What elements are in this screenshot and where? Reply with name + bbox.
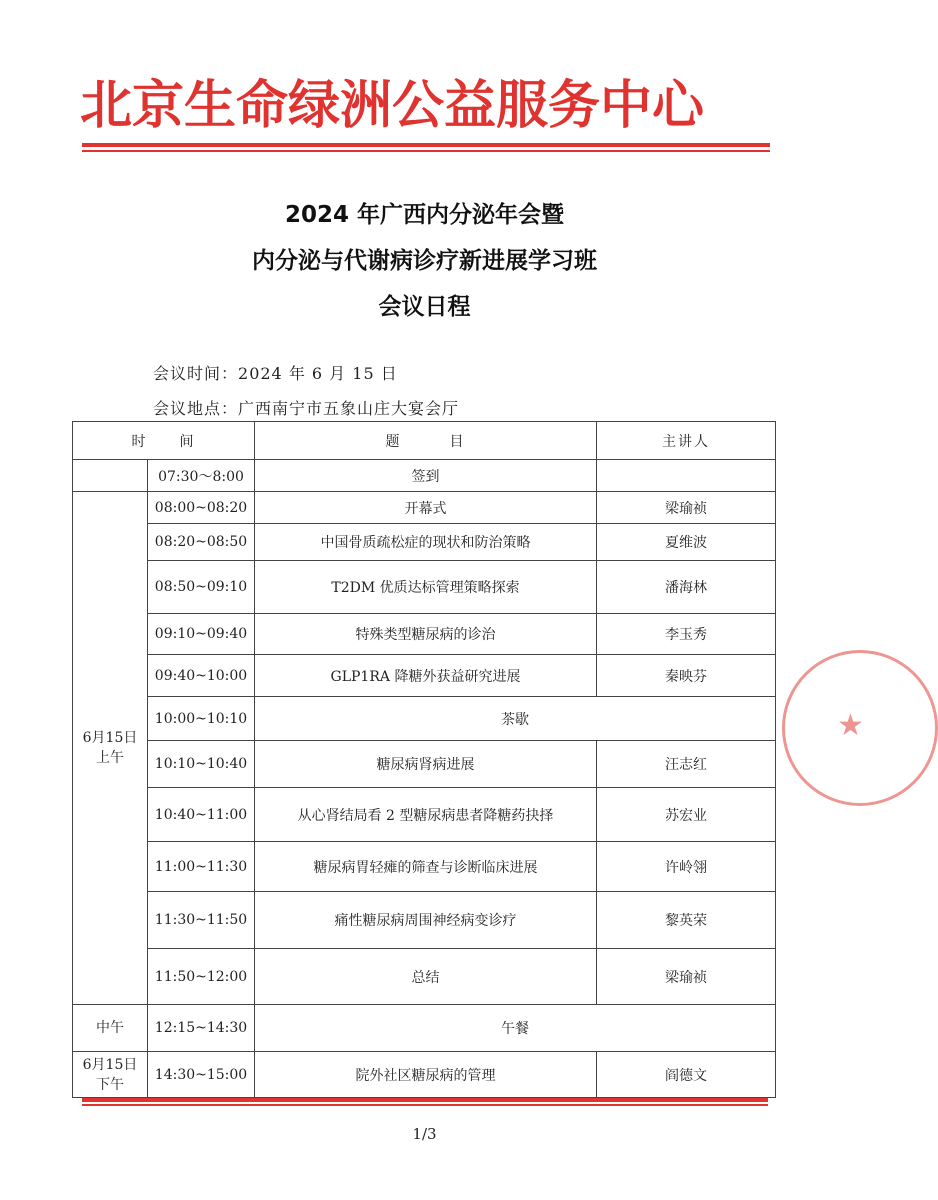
row-speaker: 夏维波: [597, 524, 776, 561]
row-topic: 院外社区糖尿病的管理: [255, 1052, 597, 1098]
meeting-time-label: 会议时间：: [153, 364, 239, 383]
row-time: 09:10~09:40: [148, 614, 255, 655]
row-speaker: 潘海林: [597, 561, 776, 614]
row-time: 12:15~14:30: [148, 1005, 255, 1052]
row-speaker: 李玉秀: [597, 614, 776, 655]
row-time: 11:30~11:50: [148, 892, 255, 949]
table-row: [73, 949, 776, 1005]
header-topic: 题 目: [255, 422, 597, 460]
row-time: 08:50~09:10: [148, 561, 255, 614]
meeting-time: [153, 361, 398, 384]
schedule-table: [72, 421, 776, 1098]
row-time: 09:40~10:00: [148, 655, 255, 697]
row-topic: 开幕式: [255, 492, 597, 524]
row-time: 10:00~10:10: [148, 697, 255, 741]
page-number: 1/3: [412, 1125, 437, 1143]
meeting-place-label: 会议地点：: [153, 399, 239, 418]
row-topic: 总结: [255, 949, 597, 1005]
row-topic: 糖尿病胃轻瘫的筛查与诊断临床进展: [255, 842, 597, 892]
table-header-row: [73, 422, 776, 460]
session-afternoon-day: 6月15日: [82, 1056, 138, 1073]
row-time: 10:10~10:40: [148, 741, 255, 788]
session-afternoon: [73, 1052, 148, 1098]
row-time: 07:30～8:00: [148, 460, 255, 492]
row-topic: T2DM 优质达标管理策略探索: [255, 561, 597, 614]
row-topic: GLP1RA 降糖外获益研究进展: [255, 655, 597, 697]
meeting-place: [153, 396, 459, 419]
row-speaker: 阎德文: [597, 1052, 776, 1098]
row-topic: 签到: [255, 460, 597, 492]
session-cell-empty: [73, 460, 148, 492]
seal-star-icon: ★: [837, 708, 864, 743]
table-row: [73, 842, 776, 892]
footer-rule-thin: [82, 1104, 768, 1106]
meeting-time-value: 2024 年 6 月 15 日: [238, 364, 398, 383]
session-morning: [73, 492, 148, 1005]
table-row: [73, 614, 776, 655]
document-title: [0, 192, 849, 330]
official-seal-stamp: [782, 650, 938, 806]
row-speaker: 秦映芬: [597, 655, 776, 697]
row-speaker: 梁瑜祯: [597, 492, 776, 524]
footer-rule-thick: [82, 1098, 768, 1102]
row-speaker: 许岭翎: [597, 842, 776, 892]
table-row: [73, 1005, 776, 1052]
row-time: 10:40~11:00: [148, 788, 255, 842]
row-topic: 特殊类型糖尿病的诊治: [255, 614, 597, 655]
header-rule-thick: [82, 143, 770, 147]
title-line-3: 会议日程: [378, 294, 471, 320]
table-row: [73, 697, 776, 741]
table-row: [73, 524, 776, 561]
row-speaker: 梁瑜祯: [597, 949, 776, 1005]
row-time: 11:00~11:30: [148, 842, 255, 892]
row-speaker: 汪志红: [597, 741, 776, 788]
organization-header: 北京生命绿洲公益服务中心: [80, 76, 705, 136]
row-topic: 中国骨质疏松症的现状和防治策略: [255, 524, 597, 561]
header-speaker: 主讲人: [597, 422, 776, 460]
header-time: 时 间: [73, 422, 255, 460]
meeting-place-value: 广西南宁市五象山庄大宴会厅: [238, 399, 460, 418]
row-topic: 从心肾结局看 2 型糖尿病患者降糖药抉择: [255, 788, 597, 842]
row-topic-break: 茶歇: [255, 697, 776, 741]
row-time: 08:00~08:20: [148, 492, 255, 524]
row-speaker: [597, 460, 776, 492]
row-time: 08:20~08:50: [148, 524, 255, 561]
row-topic: 糖尿病肾病进展: [255, 741, 597, 788]
session-afternoon-period: 下午: [96, 1076, 124, 1093]
table-row: [73, 460, 776, 492]
row-time: 11:50~12:00: [148, 949, 255, 1005]
row-speaker: 苏宏业: [597, 788, 776, 842]
session-morning-period: 上午: [96, 750, 124, 766]
table-row: [73, 655, 776, 697]
row-time: 14:30~15:00: [148, 1052, 255, 1098]
title-line-2: 内分泌与代谢病诊疗新进展学习班: [252, 248, 597, 274]
title-line-1: 2024 年广西内分泌年会暨: [284, 202, 565, 228]
row-topic-lunch: 午餐: [255, 1005, 776, 1052]
table-row: [73, 892, 776, 949]
table-row: [73, 561, 776, 614]
table-row: [73, 741, 776, 788]
row-speaker: 黎英荣: [597, 892, 776, 949]
table-row: [73, 788, 776, 842]
table-row: [73, 492, 776, 524]
header-rule-thin: [82, 150, 770, 152]
table-row: [73, 1052, 776, 1098]
session-noon: 中午: [73, 1005, 148, 1052]
session-morning-day: 6月15日: [82, 730, 138, 746]
row-topic: 痛性糖尿病周围神经病变诊疗: [255, 892, 597, 949]
